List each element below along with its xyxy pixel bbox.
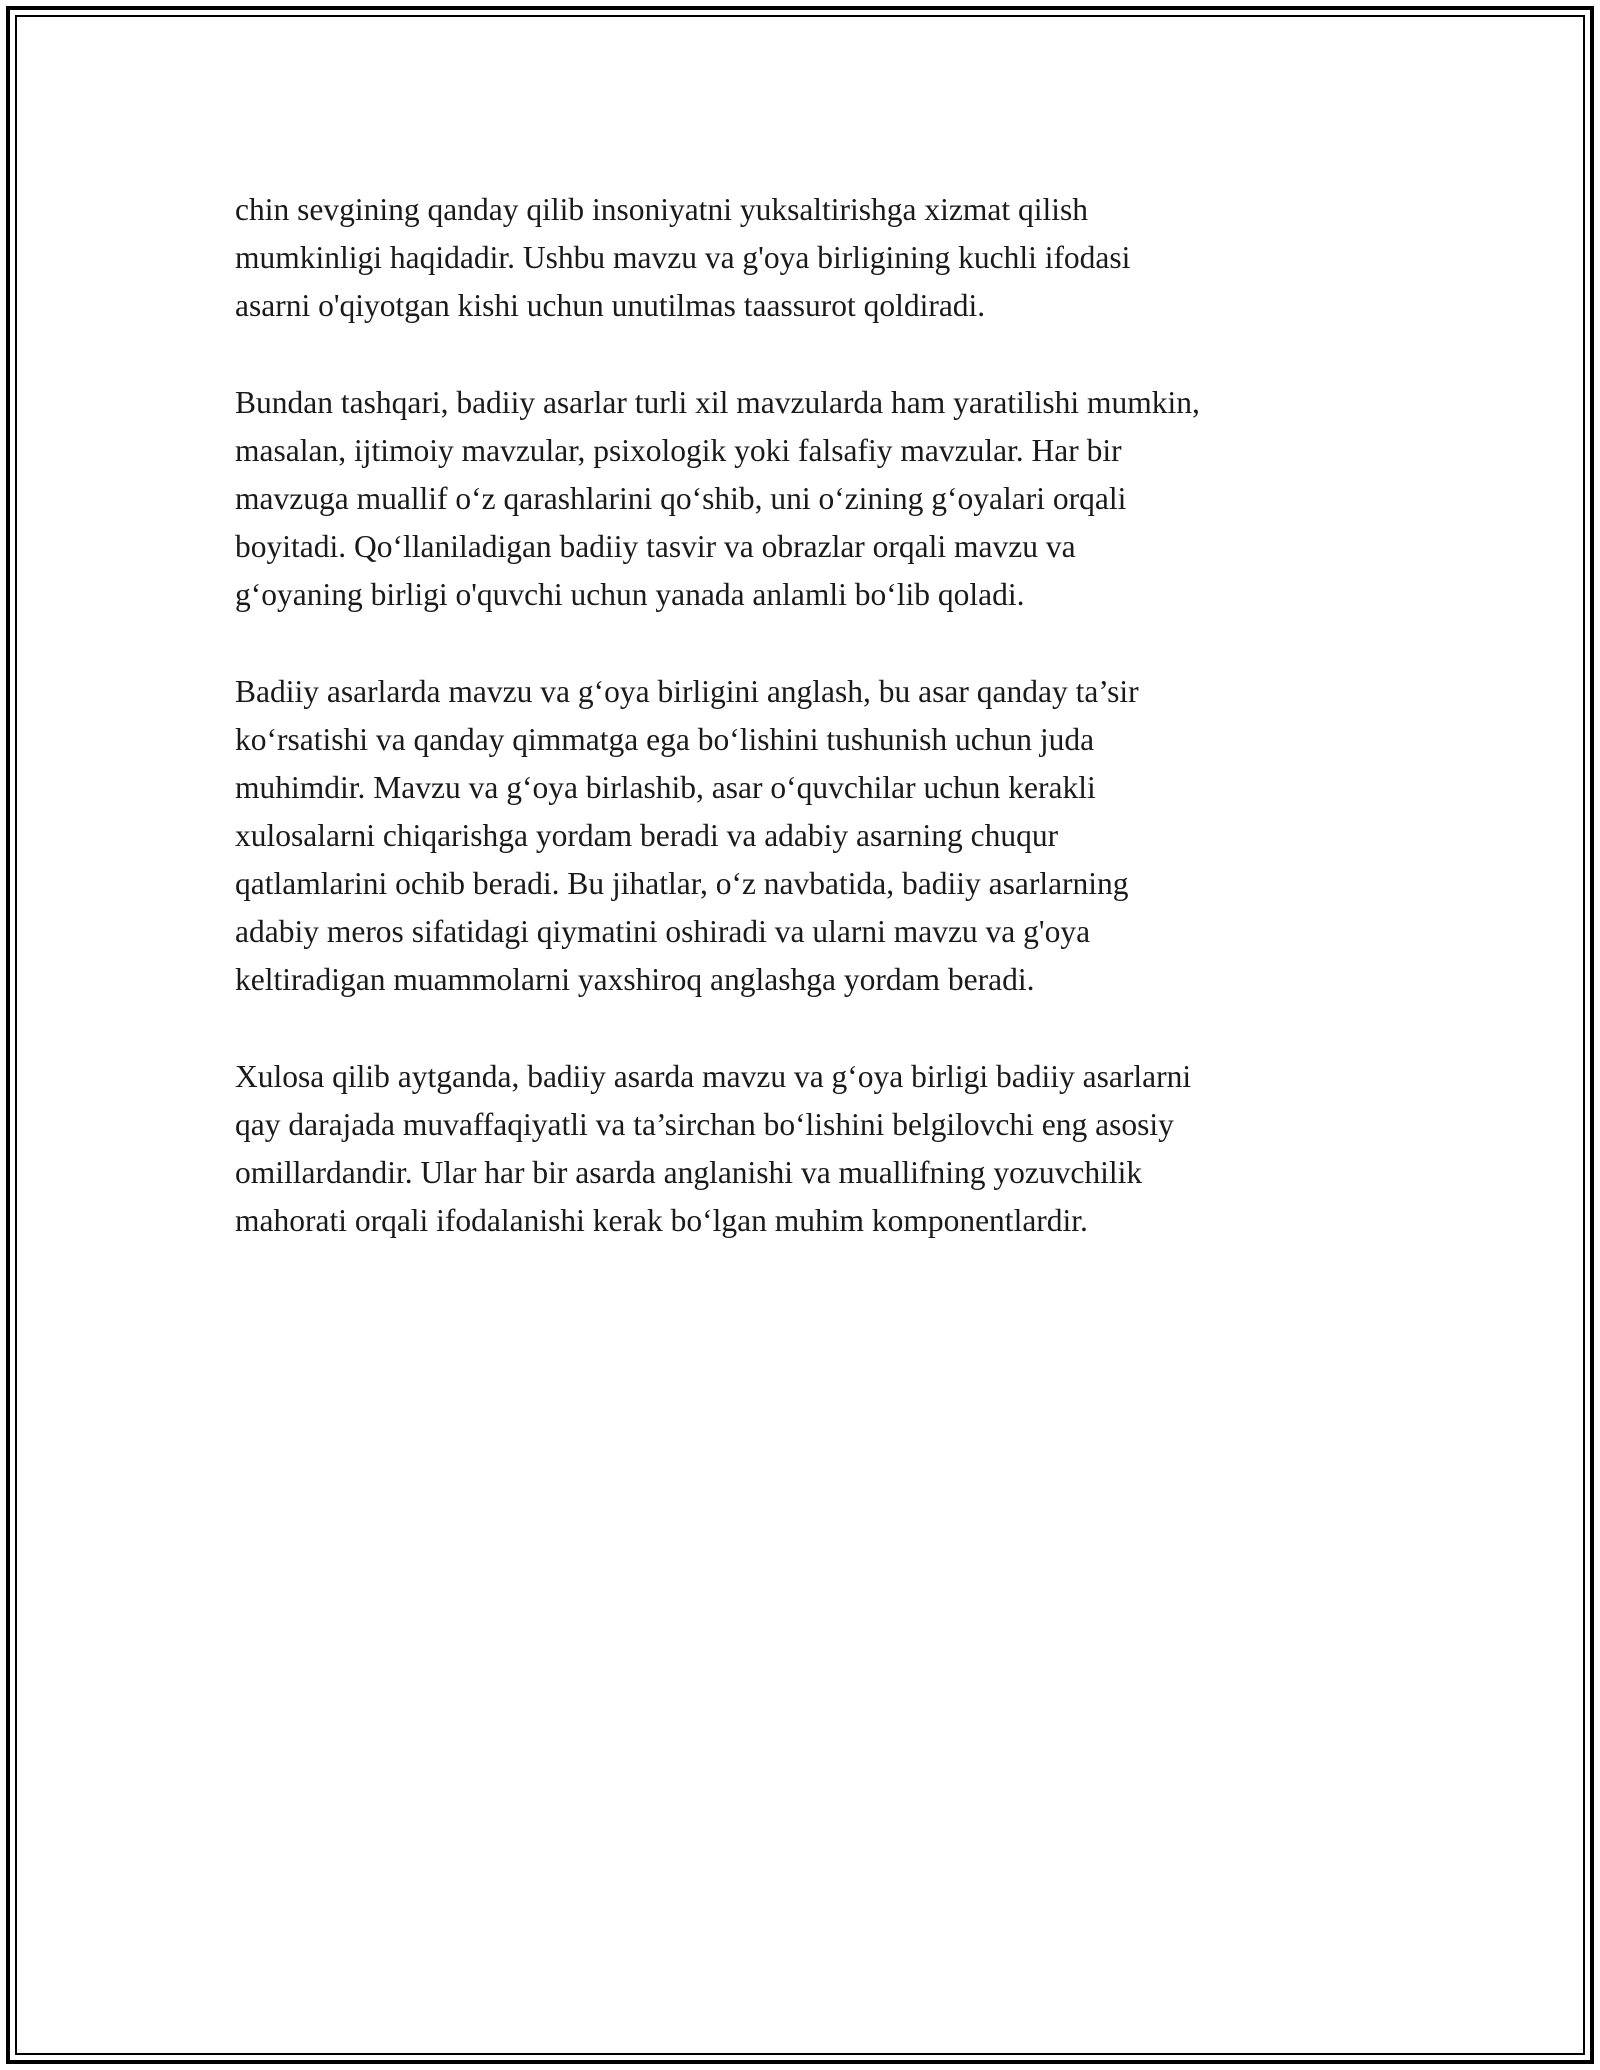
paragraph-1: chin sevgining qanday qilib insoniyatni yuksaltirishga xizmat qilish mumkinligi haqidadir. Ushbu mavzu va g'oya birligining kuchli ifodasi asarni o'qiyotgan kishi uchun unutilmas taassurot qoldiradi. xyxy=(235,192,1131,323)
paragraph-3: Badiiy asarlarda mavzu va g‘oya birligini anglash, bu asar qanday ta’sir ko‘rsatishi va qanday qimmatga ega bo‘lishini tushunish uchun juda muhimdir. Mavzu va g‘oya birlashib, asar o‘quvchilar uchun kerakli xulosalarni chiqarishga yordam beradi va adabiy asarning chuqur qatlamlarini ochib beradi. Bu jihatlar, o‘z navbatida, badiiy asarlarning adabiy meros sifatidagi qiymatini oshiradi va ularni mavzu va g'oya keltiradigan muammolarni yaxshiroq anglashga yordam beradi. xyxy=(235,674,1139,997)
document-body xyxy=(235,186,1395,1294)
paragraph-4: Xulosa qilib aytganda, badiiy asarda mavzu va g‘oya birligi badiiy asarlarni qay darajada muvaffaqiyatli va ta’sirchan bo‘lishini belgilovchi eng asosiy omillardandir. Ular har bir asarda anglanishi va muallifning yozuvchilik mahorati orqali ifodalanishi kerak bo‘lgan muhim komponentlardir. xyxy=(235,1059,1192,1238)
paragraph-2: Bundan tashqari, badiiy asarlar turli xil mavzularda ham yaratilishi mumkin, masalan, ijtimoiy mavzular, psixologik yoki falsafiy mavzular. Har bir mavzuga muallif o‘z qarashlarini qo‘shib, uni o‘zining g‘oyalari orqali boyitadi. Qo‘llaniladigan badiiy tasvir va obrazlar orqali mavzu va g‘oyaning birligi o'quvchi uchun yanada anlamli bo‘lib qoladi. xyxy=(235,385,1200,612)
